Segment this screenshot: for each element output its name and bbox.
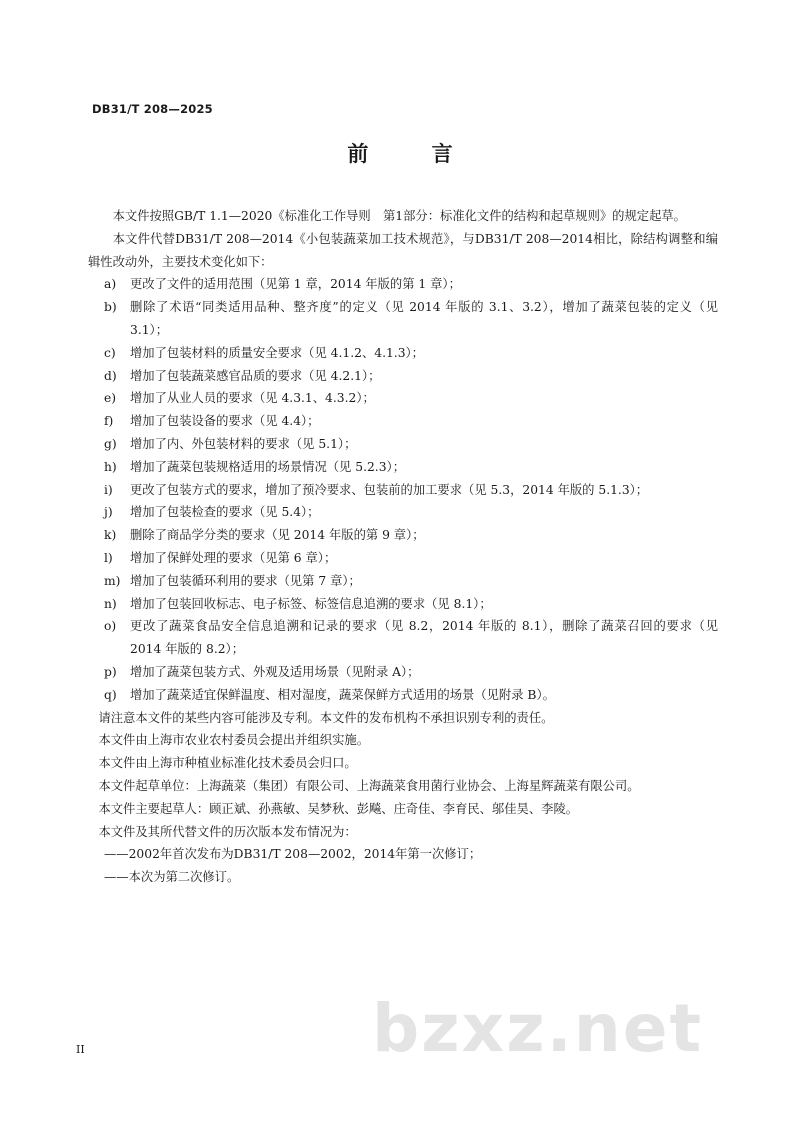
change-item-text: 增加了包装材料的质量安全要求（见 4.1.2、4.1.3）； <box>130 345 424 360</box>
change-item-text: 增加了包装检查的要求（见 5.4）； <box>130 505 320 520</box>
page-title: 前 言 <box>347 142 481 166</box>
change-item <box>88 524 718 547</box>
change-item <box>88 661 718 684</box>
change-item-mark: a) <box>104 277 117 292</box>
change-item-text: 增加了蔬菜适宜保鲜温度、相对湿度，蔬菜保鲜方式适用的场景（见附录 B）。 <box>130 687 555 702</box>
intro-paragraph: 本文件按照GB/T 1.1—2020《标准化工作导则 第1部分：标准化文件的结构和起草规则》的规定起草。 <box>112 209 686 223</box>
page-number: II <box>76 1043 85 1056</box>
change-item-mark: k) <box>104 528 117 543</box>
change-item-mark: p) <box>104 664 117 679</box>
note-paragraph: 本文件由上海市种植业标准化技术委员会归口。 <box>98 756 357 771</box>
change-item-text: 增加了包装回收标志、电子标签、标签信息追溯的要求（见 8.1）； <box>130 596 492 611</box>
change-item <box>88 547 718 570</box>
change-item-mark: e) <box>104 391 117 406</box>
change-item <box>88 684 718 707</box>
watermark-logo: bzxz.net <box>372 990 704 1067</box>
change-item <box>88 593 718 616</box>
intro-paragraph: 本文件代替DB31/T 208—2014《小包装蔬菜加工技术规范》，与DB31/T 208—2014相比，除结构调整和编辑性改动外，主要技术变化如下： <box>88 231 718 269</box>
change-item <box>88 387 718 410</box>
change-item-mark: i) <box>104 482 113 497</box>
changes-list <box>88 273 718 706</box>
change-item-mark: b) <box>104 300 117 315</box>
change-item <box>88 433 718 456</box>
change-item <box>88 365 718 388</box>
change-item-mark: g) <box>104 436 117 451</box>
change-item-text: 增加了包装循环利用的要求（见第 7 章）； <box>130 573 361 588</box>
change-item <box>88 615 718 661</box>
change-item-text: 增加了保鲜处理的要求（见第 6 章）； <box>130 550 337 565</box>
change-item <box>88 479 718 502</box>
change-item <box>88 273 718 296</box>
change-item-text: 更改了包装方式的要求，增加了预冷要求、包装前的加工要求（见 5.3，2014 年版的 5.1.3）； <box>130 482 649 497</box>
change-item <box>88 501 718 524</box>
change-item-mark: c) <box>104 345 116 360</box>
document-body <box>88 205 718 889</box>
change-item-text: 增加了包装设备的要求（见 4.4）； <box>130 414 320 429</box>
change-item-mark: d) <box>104 368 117 383</box>
change-item <box>88 296 718 342</box>
change-item-mark: o) <box>104 619 117 634</box>
note-paragraph: 本文件由上海市农业农村委员会提出并组织实施。 <box>98 733 369 748</box>
doc-code: DB31/T 208—2025 <box>92 102 213 116</box>
history-item: ——本次为第二次修订。 <box>104 870 240 885</box>
note-paragraph: 本文件及其所代替文件的历次版本发布情况为： <box>98 824 357 839</box>
note-paragraph: 请注意本文件的某些内容可能涉及专利。本文件的发布机构不承担识别专利的责任。 <box>98 710 554 725</box>
change-item-text: 更改了文件的适用范围（见第 1 章，2014 年版的第 1 章）； <box>130 277 461 292</box>
change-item-text: 增加了内、外包装材料的要求（见 5.1）； <box>130 436 357 451</box>
change-item <box>88 456 718 479</box>
change-item-mark: f) <box>104 414 114 429</box>
change-item-text: 删除了商品学分类的要求（见 2014 年版的第 9 章）； <box>130 528 425 543</box>
change-item <box>88 570 718 593</box>
change-item-mark: n) <box>104 596 117 611</box>
note-paragraph: 本文件主要起草人：顾正斌、孙燕敏、吴梦秋、彭飚、庄奇佳、李育民、邬佳昊、李陵。 <box>98 801 579 816</box>
change-item <box>88 342 718 365</box>
change-item-text: 增加了蔬菜包装规格适用的场景情况（见 5.2.3）； <box>130 459 405 474</box>
change-item-text: 增加了蔬菜包装方式、外观及适用场景（见附录 A）； <box>130 664 420 679</box>
change-item-mark: j) <box>104 505 113 520</box>
history-item: ——2002年首次发布为DB31/T 208—2002，2014年第一次修订； <box>104 847 482 862</box>
change-item <box>88 410 718 433</box>
change-item-mark: l) <box>104 550 113 565</box>
change-item-text: 更改了蔬菜食品安全信息追溯和记录的要求（见 8.2，2014 年版的 8.1），删除了蔬菜召回的要求（见 2014 年版的 8.2）； <box>130 619 718 657</box>
change-item-text: 删除了术语“同类适用品种、整齐度”的定义（见 2014 年版的 3.1、3.2），增加了蔬菜包装的定义（见 3.1）； <box>130 300 718 337</box>
change-item-mark: m) <box>104 573 121 588</box>
change-item-text: 增加了包装蔬菜感官品质的要求（见 4.2.1）； <box>130 368 381 383</box>
change-item-mark: h) <box>104 459 117 474</box>
change-item-mark: q) <box>104 687 117 702</box>
note-paragraph: 本文件起草单位：上海蔬菜（集团）有限公司、上海蔬菜食用菌行业协会、上海星辉蔬菜有限公司。 <box>98 778 640 793</box>
change-item-text: 增加了从业人员的要求（见 4.3.1、4.3.2）； <box>130 391 375 406</box>
